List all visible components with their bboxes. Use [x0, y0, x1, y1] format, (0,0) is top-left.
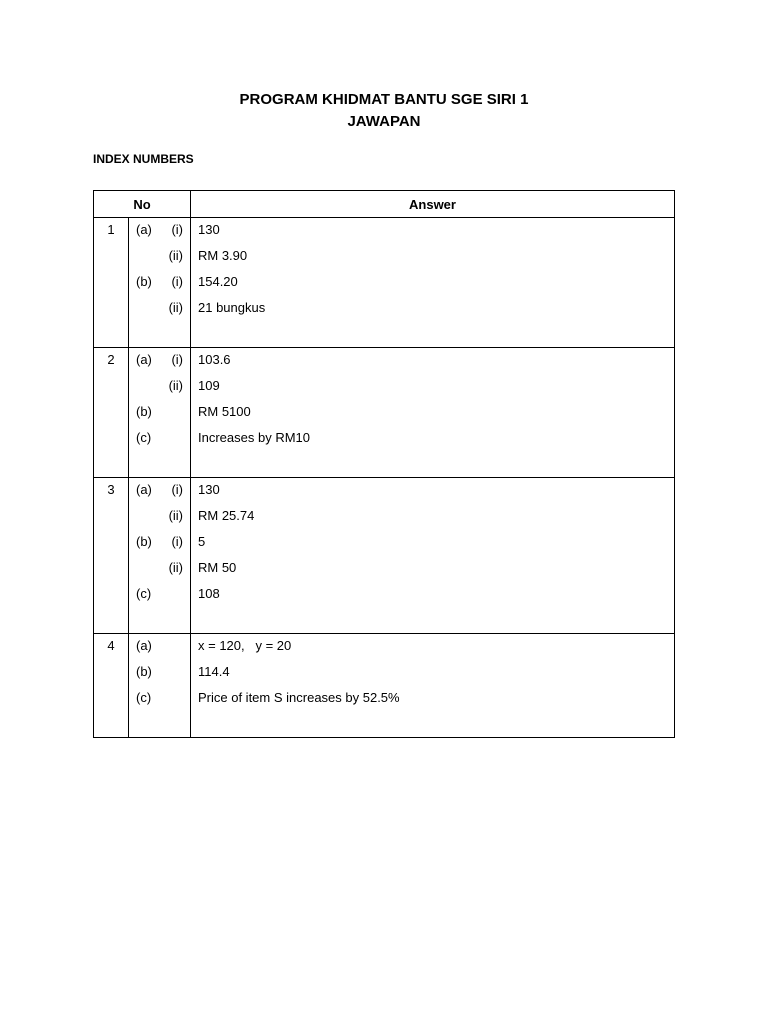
answer-text: 5 [198, 534, 206, 549]
part-label: (a) (i) [136, 222, 183, 237]
question-number: 1 [94, 218, 129, 348]
part-label: (c) [136, 690, 152, 705]
answer-cell [191, 348, 675, 478]
question-parts [129, 218, 191, 348]
table-row [94, 348, 675, 478]
document-title [0, 89, 768, 133]
part-label: (b) (i) [136, 534, 183, 549]
answer-text: RM 25.74 [198, 508, 255, 523]
question-number: 2 [94, 348, 129, 478]
answer-text: 108 [198, 586, 220, 601]
table-row [94, 478, 675, 634]
answer-text: 114.4 [198, 664, 230, 679]
part-label: (a) (i) [136, 482, 183, 497]
header-answer: Answer [191, 191, 675, 218]
question-parts [129, 634, 191, 738]
part-label: (b) [136, 664, 152, 679]
answer-text: Price of item S increases by 52.5% [198, 690, 400, 705]
answer-cell [191, 634, 675, 738]
part-label: (ii) [168, 248, 183, 263]
part-label: (c) [136, 430, 152, 445]
table-header-row [94, 191, 675, 218]
part-label: (a) (i) [136, 352, 183, 367]
answer-text: x = 120, y = 20 [198, 638, 292, 653]
answer-text: RM 50 [198, 560, 237, 575]
question-number: 4 [94, 634, 129, 738]
answer-table [93, 190, 675, 738]
answer-text: RM 5100 [198, 404, 251, 419]
table-row [94, 218, 675, 348]
answer-text: 21 bungkus [198, 300, 266, 315]
part-label: (ii) [168, 508, 183, 523]
table-row [94, 634, 675, 738]
answer-cell [191, 478, 675, 634]
part-label: (b) [136, 404, 152, 419]
answer-cell [191, 218, 675, 348]
header-no: No [94, 191, 191, 218]
question-parts [129, 348, 191, 478]
answer-text: Increases by RM10 [198, 430, 310, 445]
part-label: (ii) [168, 300, 183, 315]
answer-text: 109 [198, 378, 220, 393]
question-number: 3 [94, 478, 129, 634]
part-label: (a) [136, 638, 152, 653]
part-label: (c) [136, 586, 152, 601]
answer-text: 103.6 [198, 352, 231, 367]
section-heading: INDEX NUMBERS [93, 152, 194, 166]
answer-text: 154.20 [198, 274, 238, 289]
part-label: (b) (i) [136, 274, 183, 289]
answer-text: 130 [198, 222, 220, 237]
answer-text: RM 3.90 [198, 248, 248, 263]
question-parts [129, 478, 191, 634]
part-label: (ii) [168, 560, 183, 575]
part-label: (ii) [168, 378, 183, 393]
title-line-2: JAWAPAN [347, 113, 421, 130]
title-line-1: PROGRAM KHIDMAT BANTU SGE SIRI 1 [239, 91, 529, 108]
answer-text: 130 [198, 482, 220, 497]
